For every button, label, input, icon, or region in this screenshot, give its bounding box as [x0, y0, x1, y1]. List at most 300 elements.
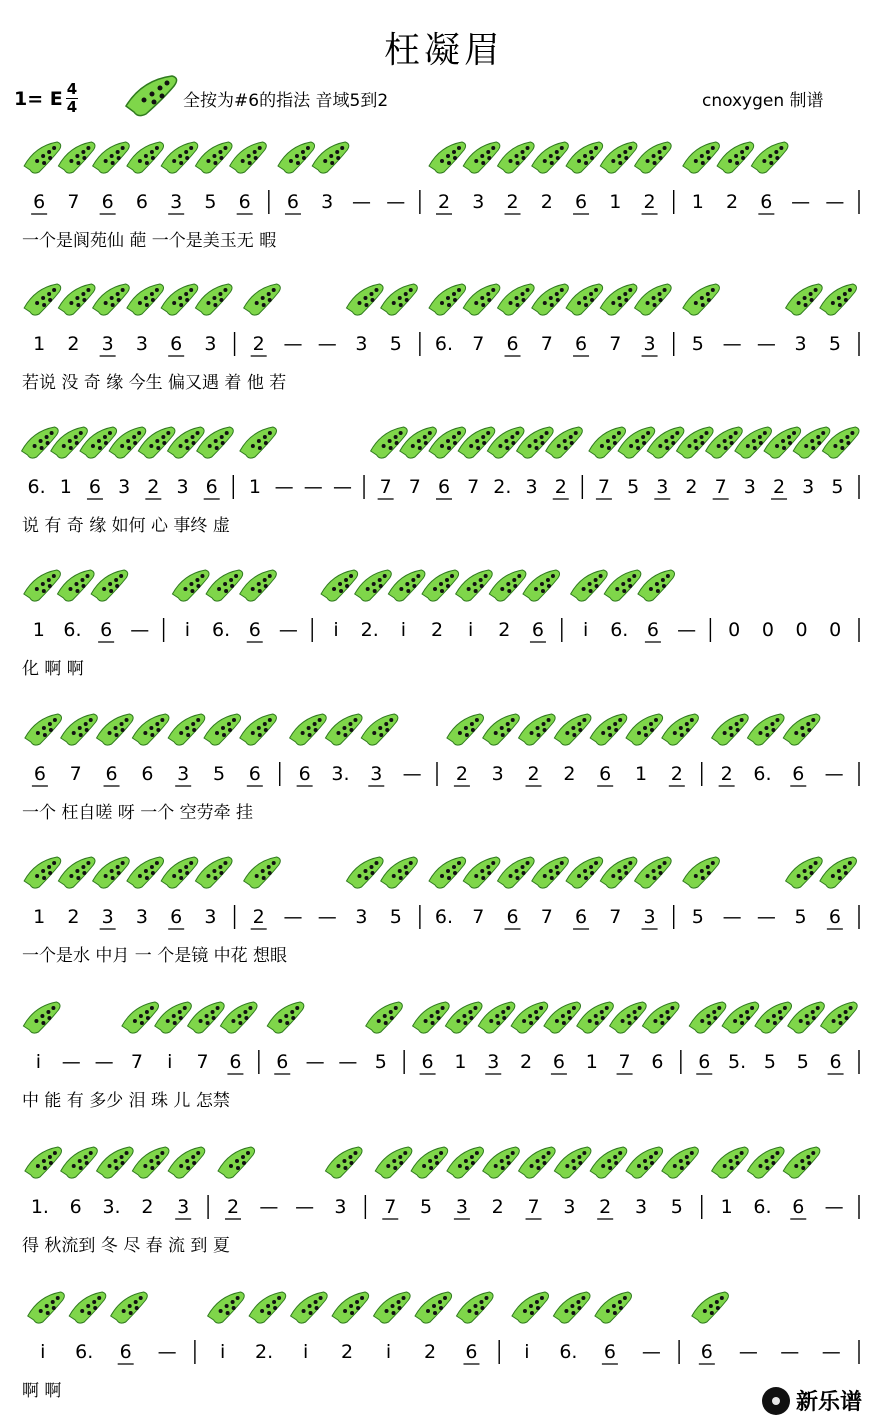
ocarina-fingering [127, 284, 164, 315]
ocarina-fingering [371, 427, 408, 458]
note: — [338, 1051, 358, 1073]
note: — [824, 1196, 844, 1218]
note: 7 [67, 191, 80, 213]
note: 5 [389, 906, 402, 928]
note: 6 [698, 1051, 711, 1073]
page-title: 枉凝眉 [383, 30, 504, 71]
ocarina-fingering [195, 284, 232, 315]
note: 6. [63, 619, 82, 641]
note: 6 [506, 906, 519, 928]
lyrics-line: 啊 啊 [22, 1381, 62, 1401]
ocarina-fingering [498, 142, 535, 173]
key-signature: 1= E [14, 88, 63, 110]
ocarina-fingering [712, 714, 749, 745]
ocarina-fingering [291, 1292, 328, 1323]
note: 3 [472, 191, 485, 213]
ocarina-fingering [498, 857, 535, 888]
ocarina-fingering [161, 142, 198, 173]
note: 3 [455, 1196, 468, 1218]
ocarina-fingering [786, 284, 823, 315]
ocarina-fingering [610, 1002, 647, 1033]
note: 6. [610, 619, 629, 641]
note: 3 [355, 333, 368, 355]
note: — [780, 1341, 800, 1363]
ocarina-fingering [23, 1002, 60, 1033]
ocarina-fingering [600, 284, 637, 315]
ocarina-fingering [24, 570, 61, 601]
ocarina-fingering [456, 1292, 493, 1323]
note: 6. [434, 333, 454, 355]
ocarina-fingering [220, 1002, 257, 1033]
ocarina-fingering [554, 1147, 591, 1178]
ocarina-fingering [532, 857, 569, 888]
note: 6 [651, 1051, 664, 1073]
note: 7 [408, 476, 421, 498]
note: 0 [728, 619, 741, 641]
note: 7 [540, 333, 553, 355]
ocarina-fingering [93, 857, 130, 888]
note: i [35, 1051, 42, 1073]
ocarina-fingering [161, 857, 198, 888]
ocarina-fingering [188, 1002, 225, 1033]
ocarina-fingering [788, 1002, 825, 1033]
note: 7 [472, 333, 485, 355]
note: 3 [135, 906, 148, 928]
note: 7 [69, 763, 82, 785]
note: 3 [563, 1196, 576, 1218]
note: 2 [726, 191, 739, 213]
ocarina-fingering [91, 570, 128, 601]
ocarina-fingering [463, 142, 500, 173]
ocarina-fingering [240, 427, 277, 458]
ocarina-fingering [218, 1147, 255, 1178]
note: 2 [772, 476, 786, 498]
note: 6. [27, 476, 46, 498]
ocarina-fingering [783, 714, 820, 745]
note: 5 [420, 1196, 433, 1218]
note: 2 [67, 906, 80, 928]
lyrics-line: 化 啊 啊 [22, 659, 84, 679]
note: 3. [102, 1196, 121, 1218]
ocarina-fingering [553, 1292, 590, 1323]
note: 6 [88, 476, 102, 498]
ocarina-fingering [244, 284, 281, 315]
note: 6 [33, 191, 46, 213]
note: 5 [627, 476, 640, 498]
ocarina-fingering [429, 284, 466, 315]
note: 7 [384, 1196, 397, 1218]
ocarina-fingering [692, 1292, 729, 1323]
ocarina-fingering [361, 714, 398, 745]
note: — [303, 476, 323, 498]
note: 1 [585, 1051, 598, 1073]
note: i [582, 619, 589, 641]
note: — [824, 763, 844, 785]
note: 6 [603, 1341, 616, 1363]
note: 6 [276, 1051, 289, 1073]
note: — [791, 191, 811, 213]
ocarina-fingering [626, 714, 663, 745]
note: 6 [33, 763, 46, 785]
ocarina-fingering [642, 1002, 679, 1033]
ocarina-fingering [755, 1002, 792, 1033]
ocarina-fingering [206, 570, 243, 601]
ocarina-fingering [445, 1002, 482, 1033]
note: — [283, 906, 303, 928]
ocarina-fingering [208, 1292, 245, 1323]
ocarina-fingering [447, 714, 484, 745]
note: i [524, 1341, 530, 1363]
note: 6 [141, 763, 154, 785]
note: 3 [656, 476, 669, 498]
note: 3. [331, 763, 350, 785]
note: 3 [177, 1196, 190, 1218]
ocarina-fingering [97, 1147, 134, 1178]
note: — [317, 333, 337, 355]
note: 7 [527, 1196, 540, 1218]
ocarina-fingering [589, 427, 626, 458]
ocarina-fingering [532, 142, 569, 173]
note: 2 [147, 476, 160, 498]
note: 3 [643, 333, 656, 355]
ocarina-fingering [478, 1002, 515, 1033]
note: 0 [795, 619, 808, 641]
fingering-note: 全按为#6的指法 音域5到2 [183, 91, 389, 111]
ocarina-fingering [312, 142, 349, 173]
note: 1 [33, 906, 46, 928]
note: — [821, 1341, 841, 1363]
note: i [400, 619, 406, 641]
ocarina-fingering [511, 1002, 548, 1033]
ocarina-fingering [429, 142, 466, 173]
ocarina-fingering [122, 1002, 159, 1033]
note: 3 [634, 1196, 648, 1218]
note: 2 [141, 1196, 154, 1218]
note: 5 [204, 191, 217, 213]
ocarina-fingering [411, 1147, 448, 1178]
ocarina-fingering [566, 142, 603, 173]
ocarina-fingering [415, 1292, 452, 1323]
note: 5 [389, 333, 402, 355]
note: 6 [135, 191, 148, 213]
note: 3 [118, 476, 131, 498]
note: 6 [792, 763, 805, 785]
note: — [305, 1051, 325, 1073]
ocarina-fingering [204, 714, 241, 745]
ocarina-fingering [375, 1147, 412, 1178]
note: — [278, 619, 298, 641]
note: 1 [454, 1051, 467, 1073]
ocarina-fingering [28, 1292, 65, 1323]
ocarina-fingering [519, 714, 556, 745]
ocarina-fingering [751, 142, 788, 173]
ocarina-fingering [321, 570, 358, 601]
note: — [157, 1341, 177, 1363]
note: 6 [574, 906, 588, 928]
ocarina-fingering [61, 714, 98, 745]
ocarina-fingering [346, 284, 383, 315]
ocarina-fingering [590, 714, 627, 745]
ocarina-fingering [429, 857, 466, 888]
ocarina-fingering [172, 570, 209, 601]
ocarina-fingering [554, 714, 591, 745]
ocarina-fingering [240, 714, 277, 745]
ocarina-fingering [498, 284, 535, 315]
ocarina-fingering [24, 857, 61, 888]
note: 5 [670, 1196, 683, 1218]
ocarina-fingering [58, 284, 95, 315]
note: — [386, 191, 406, 213]
note: 2 [430, 619, 444, 641]
ocarina-fingering [662, 714, 699, 745]
note: 6. [753, 1196, 772, 1218]
note: 3 [794, 333, 807, 355]
note: — [402, 763, 422, 785]
note: 3 [101, 333, 114, 355]
ocarina-fingering [346, 857, 383, 888]
note: i [333, 619, 339, 641]
ocarina-fingering [523, 570, 560, 601]
note: 3 [355, 906, 368, 928]
note: 6 [531, 619, 545, 641]
note: 6 [506, 333, 519, 355]
ocarina-fingering [195, 857, 232, 888]
ocarina-fingering [820, 284, 857, 315]
ocarina-fingering [483, 1147, 520, 1178]
note: 5 [691, 333, 704, 355]
site-logo [762, 1385, 862, 1416]
note: 0 [761, 619, 774, 641]
ocarina-fingering [240, 570, 277, 601]
note: 5 [374, 1051, 387, 1073]
note: 6 [646, 619, 659, 641]
note: 2 [520, 1051, 533, 1073]
note: — [283, 333, 303, 355]
ocarina-fingering [278, 142, 315, 173]
ocarina-fingering [590, 1147, 627, 1178]
note: 3 [101, 906, 114, 928]
note: i [40, 1341, 46, 1363]
note: 1 [609, 191, 622, 213]
note: 2 [643, 191, 656, 213]
ocarina-fingering [58, 142, 95, 173]
lyrics-line: 一个是阆苑仙 葩 一个是美玉无 暇 [22, 231, 277, 251]
note: 7 [609, 906, 622, 928]
note: 6 [574, 333, 588, 355]
ocarina-fingering [712, 1147, 749, 1178]
note: 3 [802, 476, 815, 498]
ocarina-fingering [93, 284, 130, 315]
ocarina-fingering [161, 284, 198, 315]
note: 1 [248, 476, 261, 498]
note: — [259, 1196, 279, 1218]
note: 1 [32, 619, 45, 641]
note: 5. [728, 1051, 747, 1073]
ocarina-fingering [374, 1292, 411, 1323]
note: 6. [434, 906, 454, 928]
ocarina-fingering [447, 1147, 484, 1178]
note: i [167, 1051, 173, 1073]
note: 6 [119, 1341, 132, 1363]
ocarina-fingering [783, 1147, 820, 1178]
ocarina-fingering [662, 1147, 699, 1178]
ocarina-fingering [635, 284, 672, 315]
note: 5 [763, 1051, 776, 1073]
ocarina-fingering [821, 1002, 858, 1033]
note: 0 [829, 619, 842, 641]
note: 2 [554, 476, 567, 498]
note: 6 [105, 763, 118, 785]
note: 2 [491, 1196, 504, 1218]
time-bottom: 4 [66, 98, 78, 116]
note: — [825, 191, 845, 213]
note: 7 [467, 476, 480, 498]
note: 3 [643, 906, 656, 928]
ocarina-fingering [132, 1147, 169, 1178]
ocarina-fingering [566, 857, 603, 888]
ocarina-fingering [683, 142, 720, 173]
ocarina-fingering [58, 857, 95, 888]
note: 3 [204, 333, 217, 355]
ocarina-fingering [132, 714, 169, 745]
author: cnoxygen 制谱 [702, 91, 824, 111]
note: — [130, 619, 150, 641]
ocarina-fingering [571, 570, 608, 601]
ocarina-fingering [413, 1002, 450, 1033]
ocarina-fingering [111, 1292, 148, 1323]
note: 5 [691, 906, 704, 928]
note: 6 [574, 191, 588, 213]
fingering-suffix: 的指法 音域 [259, 91, 350, 111]
note: 3 [135, 333, 148, 355]
ocarina-fingering [683, 857, 720, 888]
ocarina-fingering [689, 1002, 726, 1033]
ocarina-fingering [532, 284, 569, 315]
note: 2 [252, 333, 265, 355]
note: 6 [829, 1051, 842, 1073]
ocarina-fingering [600, 142, 637, 173]
note: — [756, 906, 776, 928]
note: 6 [205, 476, 218, 498]
note: 6. [212, 619, 231, 641]
ocarina-fingering [595, 1292, 632, 1323]
note: 6 [599, 763, 612, 785]
note: 7 [130, 1051, 143, 1073]
note: 6 [828, 906, 841, 928]
note: 1 [691, 191, 704, 213]
note: 6 [170, 906, 183, 928]
note: 6 [286, 191, 300, 213]
ocarina-fingering [820, 857, 857, 888]
ocarina-fingering [25, 1147, 62, 1178]
ocarina-fingering [463, 857, 500, 888]
note: 3 [370, 763, 383, 785]
note: 2 [341, 1341, 354, 1363]
note: i [468, 619, 474, 641]
note: 6 [229, 1051, 242, 1073]
note: i [302, 1341, 309, 1363]
note: 3 [170, 191, 183, 213]
lyrics-line: 说 有 奇 缘 如何 心 事终 虚 [22, 516, 230, 536]
ocarina-fingering [717, 142, 754, 173]
ocarina-fingering [325, 714, 362, 745]
ocarina-fingering [69, 1292, 106, 1323]
fingering-value: 6 [248, 91, 260, 111]
note: 5 [212, 763, 226, 785]
ocarina-fingering [366, 1002, 403, 1033]
ocarina-fingering [249, 1292, 286, 1323]
range-to: 到 [360, 91, 378, 111]
ocarina-fingering [519, 1147, 556, 1178]
range-low: 5 [349, 91, 361, 111]
ocarina-fingering [747, 714, 784, 745]
note: 6 [248, 763, 261, 785]
note: 1 [634, 763, 648, 785]
ocarina-fingering [93, 142, 130, 173]
lyrics-line: 得 秋流到 冬 尽 春 流 到 夏 [22, 1236, 230, 1256]
note: 6. [559, 1341, 578, 1363]
note: 7 [540, 906, 553, 928]
ocarina-fingering [168, 714, 205, 745]
lyrics-line: 中 能 有 多少 泪 珠 儿 怎禁 [22, 1091, 230, 1111]
ocarina-fingering [195, 142, 232, 173]
note: 6 [298, 763, 311, 785]
ocarina-fingering [422, 570, 459, 601]
note: — [722, 906, 742, 928]
note: 3 [334, 1196, 347, 1218]
note: 2 [423, 1341, 437, 1363]
note: 7 [379, 476, 392, 498]
ocarina-fingering [626, 1147, 663, 1178]
ocarina-fingering [381, 857, 418, 888]
note: 6 [792, 1196, 805, 1218]
note: 2 [498, 619, 511, 641]
note: — [317, 906, 337, 928]
note: 6 [437, 476, 451, 498]
note: 3 [204, 906, 217, 928]
note: — [641, 1341, 661, 1363]
note: 2 [527, 763, 540, 785]
note: 2 [685, 476, 698, 498]
note: — [295, 1196, 315, 1218]
note: 2 [67, 333, 80, 355]
note: 2 [455, 763, 468, 785]
note: i [385, 1341, 392, 1363]
note: i [219, 1341, 226, 1363]
ocarina-fingering [638, 570, 675, 601]
ocarina-fingering [489, 570, 526, 601]
note: 2 [506, 191, 519, 213]
note: 6 [248, 619, 261, 641]
ocarina-fingering [155, 1002, 192, 1033]
ocarina-fingering [566, 284, 603, 315]
note: 7 [714, 476, 727, 498]
note: 6 [238, 191, 251, 213]
note: — [332, 476, 352, 498]
note: 6 [465, 1341, 478, 1363]
note: 3 [491, 763, 504, 785]
note: 6 [700, 1341, 713, 1363]
ocarina-fingering [544, 1002, 581, 1033]
note: — [274, 476, 294, 498]
ocarina-fingering [381, 284, 418, 315]
note: 6 [100, 619, 113, 641]
disc-icon [762, 1387, 790, 1415]
ocarina-fingering [290, 714, 327, 745]
note: — [756, 333, 776, 355]
ocarina-fingering [786, 857, 823, 888]
ocarina-fingering [61, 1147, 98, 1178]
